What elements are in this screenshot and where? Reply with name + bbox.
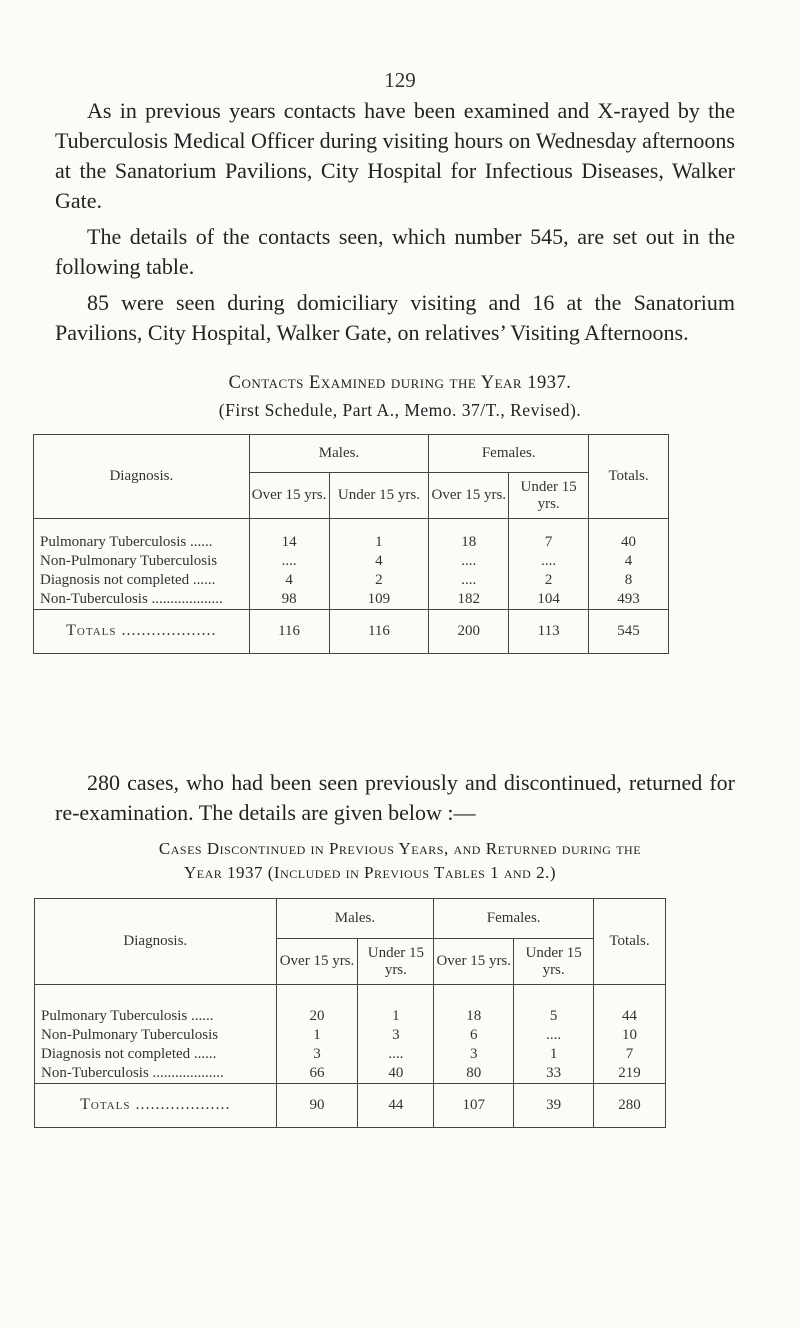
cell: 33 <box>514 1064 594 1084</box>
totals-label: Totals ................... <box>35 1083 277 1127</box>
table-row <box>35 1007 666 1026</box>
table-row <box>34 552 669 571</box>
cell: 4 <box>249 571 329 590</box>
intro-paragraph: As in previous years contacts have been examined and X-rayed by the Tuberculosis Medical Officer during visiting hours on Wednesday afternoons at the Sanatorium Pavilions, City Hospital for Infectious Diseases, Walker Gate. <box>55 98 735 213</box>
cell: .... <box>429 552 509 571</box>
totals-header: Totals. <box>594 899 666 985</box>
cell: 7 <box>594 1045 666 1064</box>
table-row <box>34 533 669 552</box>
table2-title: Cases Discontinued in Previous Years, and Returned during the <box>158 839 642 858</box>
cell: 104 <box>509 590 589 610</box>
females-over-header: Over 15 yrs. <box>429 473 509 519</box>
cell: 98 <box>249 590 329 610</box>
cell: 4 <box>329 552 429 571</box>
returned-paragraph: 280 cases, who had been seen previously and discontinued, returned for re-examination. The details are given below :— <box>55 770 735 825</box>
details-paragraph: The details of the contacts seen, which number 545, are set out in the following table. <box>55 224 735 279</box>
cell: 219 <box>594 1064 666 1084</box>
cell: 8 <box>589 571 669 590</box>
cell: 1 <box>329 533 429 552</box>
cell: 10 <box>594 1026 666 1045</box>
cell: 116 <box>329 609 429 653</box>
cell: 44 <box>594 1007 666 1026</box>
cell: 80 <box>434 1064 514 1084</box>
cell: 6 <box>434 1026 514 1045</box>
cell: 7 <box>509 533 589 552</box>
males-over-header: Over 15 yrs. <box>249 473 329 519</box>
cell: 113 <box>509 609 589 653</box>
cell: 1 <box>358 1007 434 1026</box>
males-header: Males. <box>249 435 429 473</box>
females-header: Females. <box>434 899 594 939</box>
table1-subtitle: (First Schedule, Part A., Memo. 37/T., Revised). <box>218 400 582 420</box>
males-under-header: Under 15 yrs. <box>358 939 434 985</box>
table-row <box>35 1045 666 1064</box>
table-row <box>35 1026 666 1045</box>
row-label: Pulmonary Tuberculosis ...... <box>35 1007 277 1026</box>
cell: 40 <box>589 533 669 552</box>
cell: 4 <box>589 552 669 571</box>
cell: .... <box>514 1026 594 1045</box>
cell: 18 <box>434 1007 514 1026</box>
cell: 44 <box>358 1083 434 1127</box>
cell: 39 <box>514 1083 594 1127</box>
cell: .... <box>429 571 509 590</box>
cell: 40 <box>358 1064 434 1084</box>
row-label: Non-Pulmonary Tuberculosis <box>35 1026 277 1045</box>
row-label: Non-Tuberculosis ................... <box>34 590 250 610</box>
cell: 3 <box>358 1026 434 1045</box>
table2-title-line2: Year 1937 (Included in Previous Tables 1 and 2.) <box>183 863 557 882</box>
cell: 1 <box>514 1045 594 1064</box>
cell: 2 <box>509 571 589 590</box>
males-under-header: Under 15 yrs. <box>329 473 429 519</box>
cell: 200 <box>429 609 509 653</box>
cell: 2 <box>329 571 429 590</box>
cell: .... <box>509 552 589 571</box>
row-label: Pulmonary Tuberculosis ...... <box>34 533 250 552</box>
cell: 18 <box>429 533 509 552</box>
cell: .... <box>249 552 329 571</box>
row-label: Diagnosis not completed ...... <box>34 571 250 590</box>
females-header: Females. <box>429 435 589 473</box>
row-label: Non-Tuberculosis ................... <box>35 1064 277 1084</box>
diagnosis-header: Diagnosis. <box>35 899 277 985</box>
cell: .... <box>358 1045 434 1064</box>
males-header: Males. <box>276 899 434 939</box>
domiciliary-paragraph: 85 were seen during domiciliary visiting and 16 at the Sanatorium Pavilions, City Hospital, Walker Gate, on relatives’ Visiting Afternoons. <box>55 290 735 345</box>
diagnosis-header: Diagnosis. <box>34 435 250 519</box>
row-label: Diagnosis not completed ...... <box>35 1045 277 1064</box>
cell: 14 <box>249 533 329 552</box>
table-row <box>34 571 669 590</box>
cell: 1 <box>276 1026 358 1045</box>
cell: 5 <box>514 1007 594 1026</box>
totals-header: Totals. <box>589 435 669 519</box>
table-row <box>35 1064 666 1084</box>
cell: 182 <box>429 590 509 610</box>
contacts-table <box>33 434 669 654</box>
totals-label: Totals ................... <box>34 609 250 653</box>
totals-row <box>34 609 669 653</box>
cell: 3 <box>276 1045 358 1064</box>
cell: 545 <box>589 609 669 653</box>
females-under-header: Under 15 yrs. <box>509 473 589 519</box>
cell: 107 <box>434 1083 514 1127</box>
page-number: 129 <box>384 68 416 92</box>
cell: 66 <box>276 1064 358 1084</box>
cell: 3 <box>434 1045 514 1064</box>
cell: 109 <box>329 590 429 610</box>
cell: 90 <box>276 1083 358 1127</box>
females-under-header: Under 15 yrs. <box>514 939 594 985</box>
table-row <box>34 590 669 610</box>
females-over-header: Over 15 yrs. <box>434 939 514 985</box>
row-label: Non-Pulmonary Tuberculosis <box>34 552 250 571</box>
cell: 280 <box>594 1083 666 1127</box>
males-over-header: Over 15 yrs. <box>276 939 358 985</box>
cell: 493 <box>589 590 669 610</box>
cell: 20 <box>276 1007 358 1026</box>
cell: 116 <box>249 609 329 653</box>
totals-row <box>35 1083 666 1127</box>
returned-cases-table <box>34 898 666 1128</box>
table1-title: Contacts Examined during the Year 1937. <box>228 373 572 393</box>
